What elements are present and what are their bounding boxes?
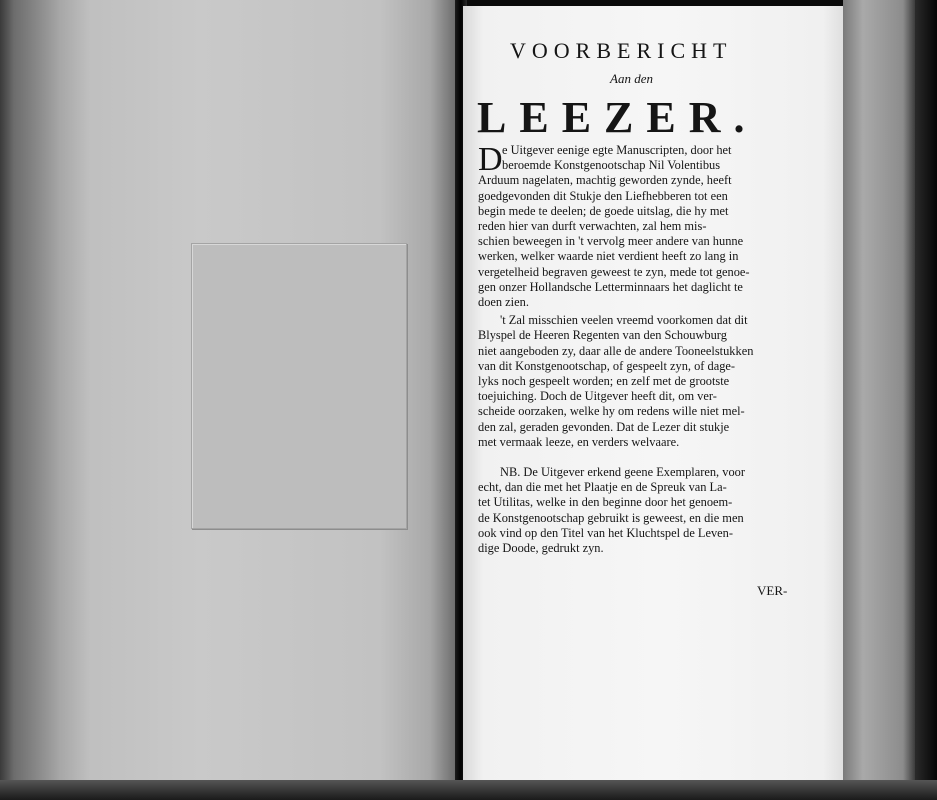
text-line: dige Doode, gedrukt zyn. <box>478 541 604 556</box>
text-line: werken, welker waarde niet verdient heeft zo lang in <box>478 249 739 264</box>
text-line: Blyspel de Heeren Regenten van den Schouwburg <box>478 328 727 343</box>
bottom-edge <box>0 780 937 800</box>
text-line: lyks noch gespeelt worden; en zelf met de grootste <box>478 374 730 389</box>
page-heading: LEEZER. <box>477 93 758 142</box>
text-line: tet Utilitas, welke in den beginne door het genoem- <box>478 495 733 510</box>
paragraph-1 <box>478 143 808 310</box>
text-line: begin mede te deelen; de goede uitslag, die hy met <box>478 203 729 218</box>
paragraph-nb <box>478 465 808 556</box>
page-title: VOORBERICHT <box>510 38 733 63</box>
text-line: toejuiching. Doch de Uitgever heeft dit, om ver- <box>478 389 717 404</box>
text-line: echt, dan die met het Plaatje en de Spreuk van La- <box>478 480 727 495</box>
body-text <box>478 143 808 556</box>
text-line: NB. De Uitgever erkend geene Exemplaren, voor <box>500 465 745 480</box>
text-line: gen onzer Hollandsche Letterminnaars het daglicht te <box>478 279 743 294</box>
text-line: met vermaak leeze, en verders welvaare. <box>478 434 680 449</box>
left-page <box>0 0 462 800</box>
text-line: beroemde Konstgenootschap Nil Volentibus <box>502 158 721 173</box>
page-stack-edge <box>843 0 915 800</box>
text-line: 't Zal misschien veelen vreemd voorkomen dat dit <box>500 313 748 328</box>
text-line: schien beweegen in 't vervolg meer andere van hunne <box>478 234 744 249</box>
text-line: vergetelheid begraven geweest te zyn, mede tot genoe- <box>478 264 750 279</box>
catchword: VER- <box>757 583 788 598</box>
text-line: van dit Konstgenootschap, of gespeelt zyn, of dage- <box>478 358 736 373</box>
text-line: ook vind op den Titel van het Kluchtspel de Leven- <box>478 525 733 540</box>
text-line: doen zien. <box>478 295 529 310</box>
text-line: scheide oorzaken, welke hy om redens wille niet mel- <box>478 404 745 419</box>
page-edge-shadow <box>0 0 90 800</box>
drop-capital: D <box>478 141 503 178</box>
text-line: goedgevonden dit Stukje den Liefhebberen tot een <box>478 188 728 203</box>
text-line: Arduum nagelaten, machtig geworden zynde, heeft <box>478 173 732 188</box>
book-cover-edge <box>915 0 937 800</box>
paragraph-2 <box>478 313 808 450</box>
plate-impression <box>191 243 407 529</box>
text-line: reden hier van durft verwachten, zal hem mis- <box>478 219 707 234</box>
text-line: de Konstgenootschap gebruikt is geweest, en die men <box>478 510 744 525</box>
text-line: den zal, geraden gevonden. Dat de Lezer dit stukje <box>478 419 730 434</box>
text-line: niet aangeboden zy, daar alle de andere Tooneelstukken <box>478 343 754 358</box>
page-subtitle: Aan den <box>610 71 653 86</box>
text-line: e Uitgever eenige egte Manuscripten, door het <box>502 143 732 157</box>
